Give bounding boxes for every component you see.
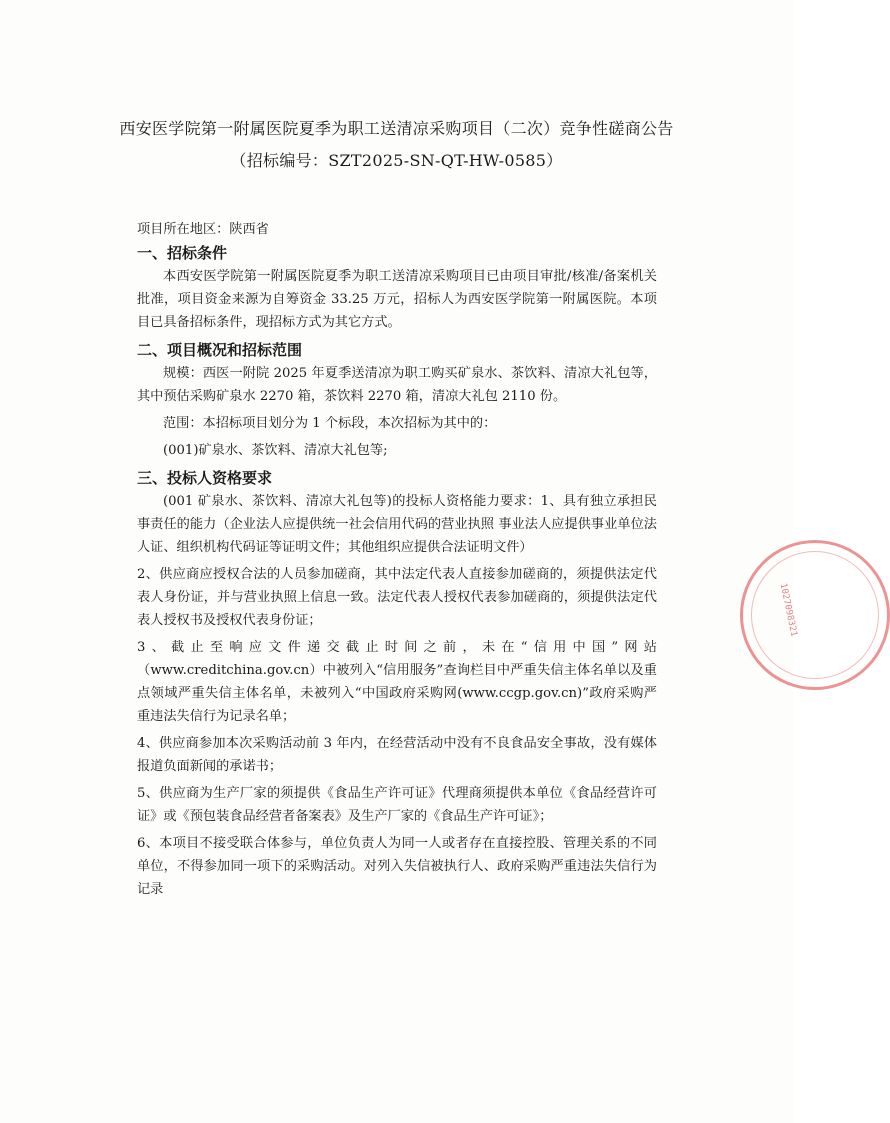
document-title: 西安医学院第一附属医院夏季为职工送清凉采购项目（二次）竞争性磋商公告 [119,119,674,138]
paragraph: 4、供应商参加本次采购活动前 3 年内，在经营活动中没有不良食品安全事故，没有媒体报道负面新闻的承诺书； [137,736,657,774]
tender-number: （招标编号：SZT2025-SN-QT-HW-0585） [230,151,563,170]
paragraph: 6、本项目不接受联合体参与，单位负责人为同一人或者存在直接控股、管理关系的不同单位，不得参加同一项下的采购活动。对列入失信被执行人、政府采购严重违法失信行为记录 [137,836,657,897]
section-heading: 三、投标人资格要求 [137,469,273,487]
paragraph: 规模：西医一附院 2025 年夏季送清凉为职工购买矿泉水、茶饮料、清凉大礼包等，其中预估采购矿泉水 2270 箱，茶饮料 2270 箱，清凉大礼包 2110 份。 [137,366,657,404]
seal-inner-ring [751,551,879,679]
paragraph: 3、截止至响应文件递交截止时间之前，未在“信用中国”网站（www.creditchina.gov.cn）中被列入“信用服务”查询栏目中严重失信主体名单以及重点领域严重失信主体名单，未被列入“中国政府采购网(www.ccgp.gov.cn)”政府采购严重违法失信行为记录名单； [137,640,657,724]
section-bidder-qualifications [137,466,657,901]
document-body [137,218,657,905]
paragraph: 2、供应商应授权合法的人员参加磋商，其中法定代表人直接参加磋商的，须提供法定代表人身份证，并与营业执照上信息一致。法定代表人授权代表参加磋商的，须提供法定代表人授权书及授权代表身份证； [137,567,657,628]
paragraph: (001)矿泉水、茶饮料、清凉大礼包等; [163,443,388,458]
paragraph: 5、供应商为生产厂家的须提供《食品生产许可证》代理商须提供本单位《食品经营许可证》或《预包装食品经营者备案表》及生产厂家的《食品生产许可证》； [137,786,657,824]
paragraph: 范围：本招标项目划分为 1 个标段，本次招标为其中的： [163,416,497,431]
seal-number: 1027098321 [777,582,799,638]
paragraph: 本西安医学院第一附属医院夏季为职工送清凉采购项目已由项目审批/核准/备案机关批准，项目资金来源为自筹资金 33.25 万元，招标人为西安医学院第一附属医院。本项目已具备招标条件，现招标方式为其它方式。 [137,269,657,330]
section-bidding-conditions [137,241,657,334]
section-project-overview [137,338,657,462]
official-seal [740,540,890,690]
paragraph: (001 矿泉水、茶饮料、清凉大礼包等)的投标人资格能力要求：1、具有独立承担民事责任的能力（企业法人应提供统一社会信用代码的营业执照 事业法人应提供事业单位法人证、组织机构代码证等证明文件；其他组织应提供合法证明文件） [137,494,657,555]
section-heading: 二、项目概况和招标范围 [137,341,303,359]
project-region: 项目所在地区：陕西省 [137,222,269,237]
section-heading: 一、招标条件 [137,244,228,262]
